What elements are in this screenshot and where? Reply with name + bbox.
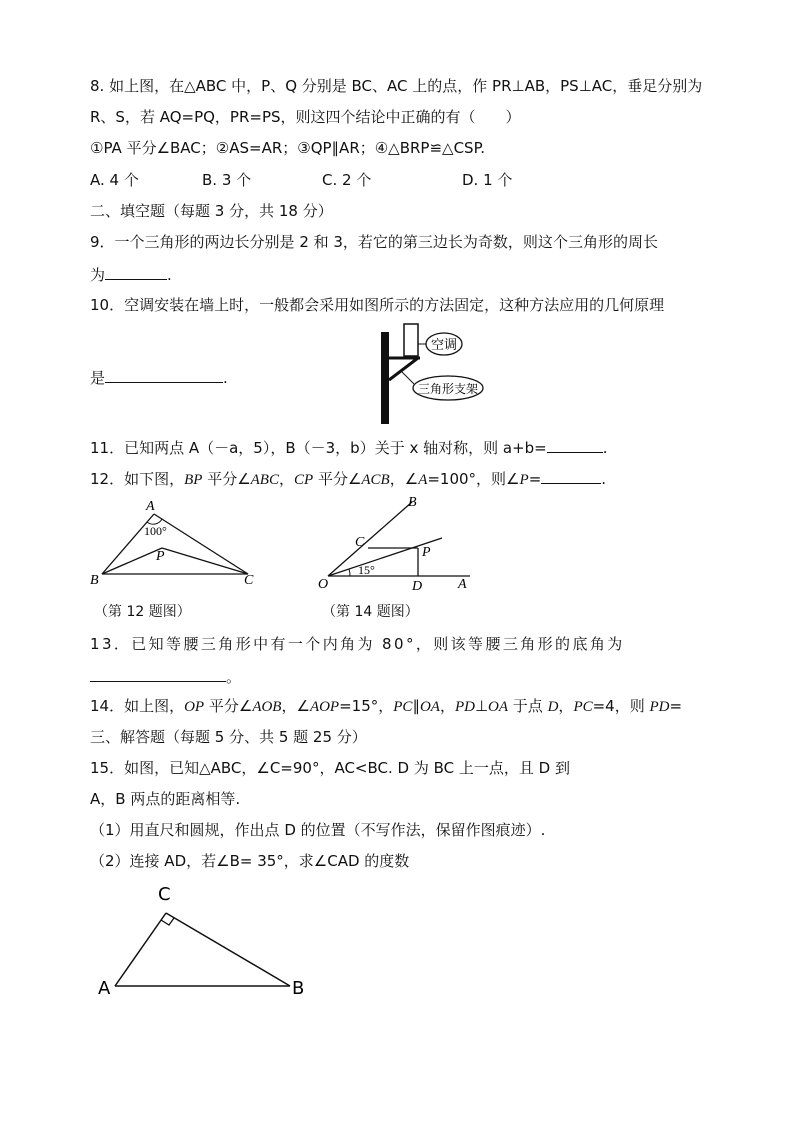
q14-pre: 14．如上图， <box>90 697 185 715</box>
q12-abc: ABC <box>250 472 279 488</box>
q12-cp: CP <box>294 472 314 488</box>
q10-answer-blank[interactable] <box>105 366 223 383</box>
air-conditioner-unit <box>404 324 418 356</box>
q8-option-b: B. 3 个 <box>202 171 252 189</box>
figure-q15 <box>90 880 320 1002</box>
q12-p: P <box>519 472 529 488</box>
wall <box>381 332 389 424</box>
label-triangle-bracket: 三角形支架 <box>417 382 479 396</box>
q15-line2: A，B 两点的距离相等. <box>90 790 241 808</box>
q14-t2: ，∠ <box>281 697 310 715</box>
right-angle-mark <box>161 918 174 925</box>
q14-op: OP <box>184 699 205 715</box>
q10-line1: 10．空调安装在墙上时，一般都会采用如图所示的方法固定，这种方法应用的几何原理 <box>90 296 665 314</box>
q9-line1: 9．一个三角形的两边长分别是 2 和 3，若它的第三边长为奇数，则这个三角形的周长 <box>90 233 658 251</box>
q9-prefix: 为 <box>90 266 106 284</box>
q14-t1: 平分∠ <box>204 697 253 715</box>
label-a: A <box>98 978 111 999</box>
callout-line-bracket <box>402 372 414 384</box>
q11-text: 11．已知两点 A（－a，5），B（－3，b）关于 x 轴对称，则 a+b= <box>90 439 547 457</box>
label-b: B <box>90 573 99 588</box>
q11-answer-blank[interactable] <box>547 436 603 453</box>
segment-bp <box>102 548 162 574</box>
q12-t6: = <box>528 470 542 488</box>
label-c: C <box>244 573 254 588</box>
q8-line1: 8. 如上图，在△ABC 中，P、Q 分别是 BC、AC 上的点，作 PR⊥AB，PS⊥AC，垂足分别为 <box>90 77 703 95</box>
figure-q12 <box>86 496 266 590</box>
bracket-brace <box>389 358 418 380</box>
q14-t10: = <box>669 697 683 715</box>
label-c: C <box>158 884 171 905</box>
q15-line3: （1）用直尺和圆规，作出点 D 的位置（不写作法，保留作图痕迹）. <box>90 821 546 839</box>
q12-acb: ACB <box>361 472 390 488</box>
q14-pc: PC <box>393 699 413 715</box>
q14-aop: AOP <box>309 699 340 715</box>
label-angle-15: 15° <box>358 563 375 577</box>
q15-line4: （2）连接 AD，若∠B= 35°，求∠CAD 的度数 <box>90 852 410 870</box>
q12-t1: 平分∠ <box>202 470 251 488</box>
q14-pc2: PC <box>573 699 593 715</box>
q13-suffix: 。 <box>226 668 242 686</box>
q14-t3: =15°， <box>339 697 394 715</box>
segment-cp <box>162 548 248 574</box>
q14-t4: ∥ <box>412 697 420 715</box>
q13-line1: 13．已知等腰三角形中有一个内角为 80°，则该等腰三角形的底角为 <box>90 635 625 653</box>
label-o: O <box>318 577 329 592</box>
q12-t4: ，∠ <box>389 470 419 488</box>
figure-q14 <box>314 492 484 592</box>
label-d: D <box>412 579 423 592</box>
q14-d: D <box>547 699 559 715</box>
q11-line <box>90 436 608 458</box>
angle-arc-o <box>349 569 350 576</box>
label-p: P <box>156 549 165 564</box>
q14-line <box>90 696 682 717</box>
q8-line3: ①PA 平分∠BAC；②AS=AR；③QP∥AR；④△BRP≌△CSP. <box>90 139 486 157</box>
q13-line2 <box>90 665 241 687</box>
q12-t5: =100°，则∠ <box>427 470 520 488</box>
edge-ac <box>115 913 166 986</box>
q11-suffix: . <box>602 439 608 457</box>
q14-oa: OA <box>419 699 440 715</box>
q8-option-d: D. 1 个 <box>462 171 513 189</box>
label-air-conditioner: 空调 <box>430 338 458 353</box>
edge-ac <box>154 514 248 574</box>
label-c: C <box>355 535 365 550</box>
label-angle-100: 100° <box>144 524 167 538</box>
q9-line2 <box>90 263 172 285</box>
section-2-heading: 二、填空题（每题 3 分，共 18 分） <box>90 202 333 220</box>
q14-pd2: PD <box>649 699 670 715</box>
q12-answer-blank[interactable] <box>541 467 601 484</box>
q8-option-a: A. 4 个 <box>90 171 139 189</box>
q9-answer-blank[interactable] <box>105 263 167 280</box>
q10-line2 <box>90 366 228 388</box>
label-b: B <box>292 978 305 999</box>
q12-pre: 12．如下图， <box>90 470 185 488</box>
q12-t2: ， <box>278 470 294 488</box>
q8-line2: R、S，若 AQ=PQ，PR=PS，则这四个结论中正确的有（ ） <box>90 108 521 126</box>
label-a: A <box>146 499 155 514</box>
q9-suffix: . <box>167 266 172 284</box>
q14-aob: AOB <box>252 699 282 715</box>
label-a: A <box>458 577 467 592</box>
q10-suffix: . <box>223 369 228 387</box>
ac-bracket-figure <box>376 322 486 426</box>
edge-cb <box>166 913 290 986</box>
q12-suffix: . <box>601 470 607 488</box>
q15-line1: 15．如图，已知△ABC，∠C=90°，AC<BC. D 为 BC 上一点，且 D 到 <box>90 759 570 777</box>
edge-ba <box>102 514 154 574</box>
q14-t9: =4，则 <box>592 697 650 715</box>
caption-q14: （第 14 题图） <box>322 604 419 620</box>
q14-t6: ⊥ <box>474 697 489 715</box>
q12-a: A <box>418 472 428 488</box>
q14-pd: PD <box>454 699 475 715</box>
q12-t3: 平分∠ <box>313 470 362 488</box>
label-b: B <box>408 495 417 510</box>
label-p: P <box>422 545 431 560</box>
caption-q12: （第 12 题图） <box>94 604 191 620</box>
q14-t7: 于点 <box>508 697 548 715</box>
q14-t8: ， <box>558 697 574 715</box>
q13-answer-blank[interactable] <box>90 665 226 682</box>
section-3-heading: 三、解答题（每题 5 分、共 5 题 25 分） <box>90 728 367 746</box>
q10-prefix: 是 <box>90 369 106 387</box>
q12-bp: BP <box>184 472 203 488</box>
q14-oa2: OA <box>488 699 509 715</box>
q8-option-c: C. 2 个 <box>322 171 372 189</box>
q12-line <box>90 467 606 490</box>
q14-t5: ， <box>439 697 455 715</box>
